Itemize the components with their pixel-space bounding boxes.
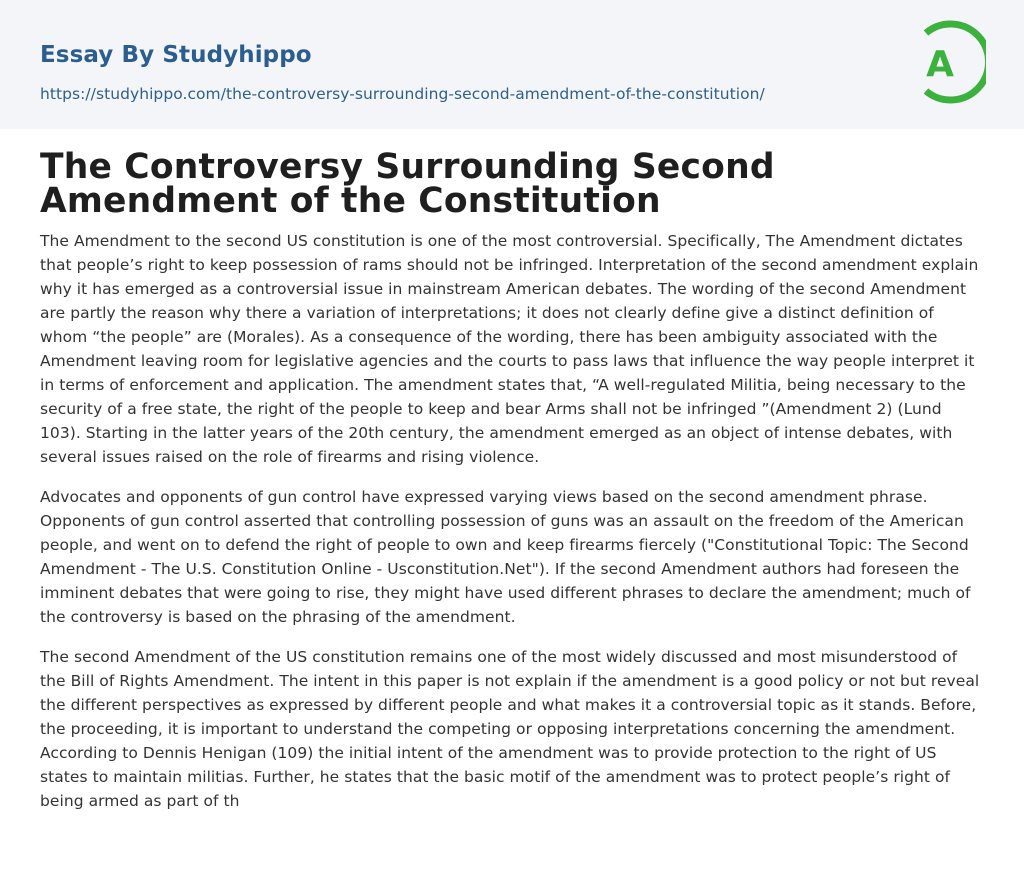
paragraph: Advocates and opponents of gun control have expressed varying views based on the second amendment phrase. Opponents of gun control asserted that controlling possession of guns was an assault on the freedom of the American people, and went on to defend the right of people to own and keep firearms fiercely ("Constitutional Topic: The Second Amendment - The U.S. Constitution Online - Usconstitution.Net"). If the second Amendment authors had foreseen the imminent debates that were going to rise, they might have used different phrases to declare the amendment; much of the controversy is based on the phrasing of the amendment. — [40, 488, 971, 626]
logo-letter: A — [926, 44, 954, 85]
article-body — [40, 229, 986, 829]
paragraph: The Amendment to the second US constitution is one of the most controversial. Specifically, The Amendment dictates that people’s right to keep possession of rams should not be infringed. Interpretation of the second amendment explain why it has emerged as a controversial issue in mainstream American debates. The wording of the second Amendment are partly the reason why there a variation of interpretations; it does not clearly define give a distinct definition of whom “the people” are (Morales). As a consequence of the wording, there has been ambiguity associated with the Amendment leaving room for legislative agencies and the courts to pass laws that influence the way people interpret it in terms of enforcement and application. The amendment states that, “A well-regulated Militia, being necessary to the security of a free state, the right of the people to keep and bear Arms shall not be infringed ”(Amendment 2) (Lund 103). Starting in the latter years of the 20th century, the amendment emerged as an object of intense debates, with several issues raised on the role of firearms and rising violence. — [40, 232, 979, 466]
paragraph: The second Amendment of the US constitution remains one of the most widely discussed and most misunderstood of the Bill of Rights Amendment. The intent in this paper is not explain if the amendment is a good policy or not but reveal the different perspectives as expressed by different people and what makes it a controversial topic as it stands. Before, the proceeding, it is important to understand the competing or opposing interpretations concerning the amendment. According to Dennis Henigan (109) the initial intent of the amendment was to provide protection to the right of US states to maintain militias. Further, he states that the basic motif of the amendment was to protect people’s right of being armed as part of th — [40, 648, 980, 810]
article-title: The Controversy Surrounding Second Amendment of the Constitution — [40, 147, 775, 221]
source-url-link[interactable]: https://studyhippo.com/the-controversy-surrounding-second-amendment-of-the-constitution/ — [40, 85, 765, 103]
brand-title[interactable]: Essay By Studyhippo — [40, 42, 312, 68]
site-header — [0, 0, 1024, 129]
studyhippo-logo-icon[interactable] — [912, 19, 986, 105]
